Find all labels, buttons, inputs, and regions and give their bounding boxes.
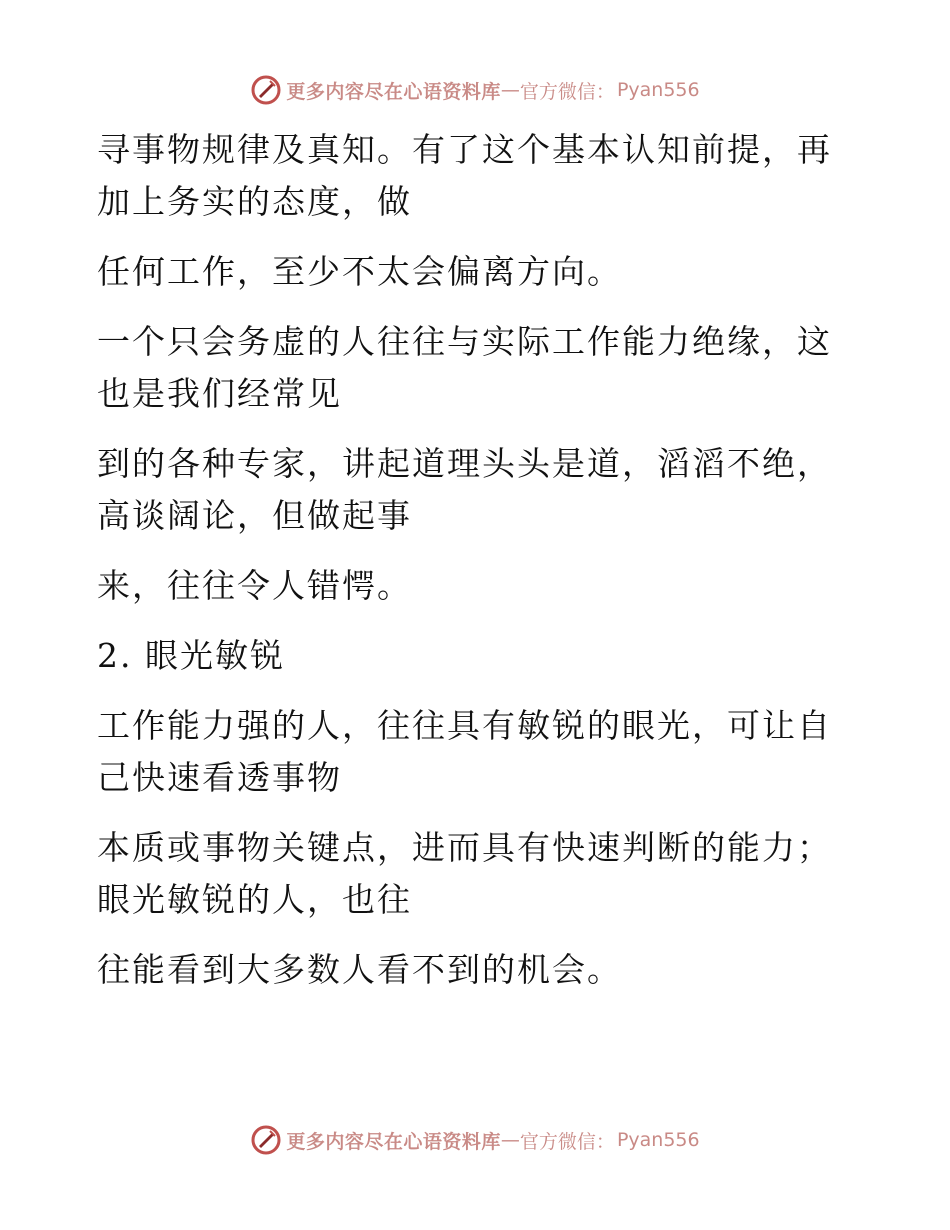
- text-line: 往能看到大多数人看不到的机会。: [97, 950, 622, 989]
- paragraph: [97, 822, 857, 926]
- quill-logo-icon: [250, 74, 282, 106]
- watermark-wechat-id: Pyan556: [616, 79, 700, 101]
- header-watermark: [0, 70, 950, 110]
- text-line: 眼光敏锐的人，也往: [97, 880, 412, 919]
- watermark-separator: —: [500, 1129, 520, 1151]
- paragraph: [97, 700, 857, 804]
- watermark-wechat-id: Pyan556: [616, 1129, 700, 1151]
- paragraph: [97, 438, 857, 542]
- text-line: 本质或事物关键点，进而具有快速判断的能力；: [97, 828, 832, 867]
- watermark-separator: —: [500, 79, 520, 101]
- footer-watermark: [0, 1120, 950, 1160]
- paragraph: [97, 560, 857, 612]
- text-line: 到的各种专家，讲起道理头头是道，滔滔不绝，: [97, 444, 832, 483]
- paragraph: [97, 246, 857, 298]
- text-line: 高谈阔论，但做起事: [97, 496, 412, 535]
- text-line: 寻事物规律及真知。有了这个基本认知前提，再: [97, 130, 832, 169]
- text-line: 工作能力强的人，往往具有敏锐的眼光，可让自: [97, 706, 832, 745]
- watermark-brand: 更多内容尽在心语资料库: [286, 1130, 501, 1153]
- watermark-wechat-label: 官方微信：: [519, 1130, 615, 1153]
- watermark-wechat-label: 官方微信：: [519, 80, 615, 103]
- paragraph: [97, 944, 857, 996]
- watermark-brand: 更多内容尽在心语资料库: [286, 80, 501, 103]
- text-line: 来，往往令人错愕。: [97, 566, 412, 605]
- text-line: 任何工作，至少不太会偏离方向。: [97, 252, 622, 291]
- text-line: 也是我们经常见: [97, 374, 342, 413]
- quill-logo-icon: [250, 1124, 282, 1156]
- text-line: 加上务实的态度，做: [97, 182, 412, 221]
- text-line: 2. 眼光敏锐: [97, 636, 285, 675]
- text-line: 一个只会务虚的人往往与实际工作能力绝缘，这: [97, 322, 832, 361]
- paragraph: [97, 124, 857, 228]
- section-heading: [97, 630, 857, 682]
- paragraph: [97, 316, 857, 420]
- text-line: 己快速看透事物: [97, 758, 342, 797]
- document-body: [97, 124, 857, 996]
